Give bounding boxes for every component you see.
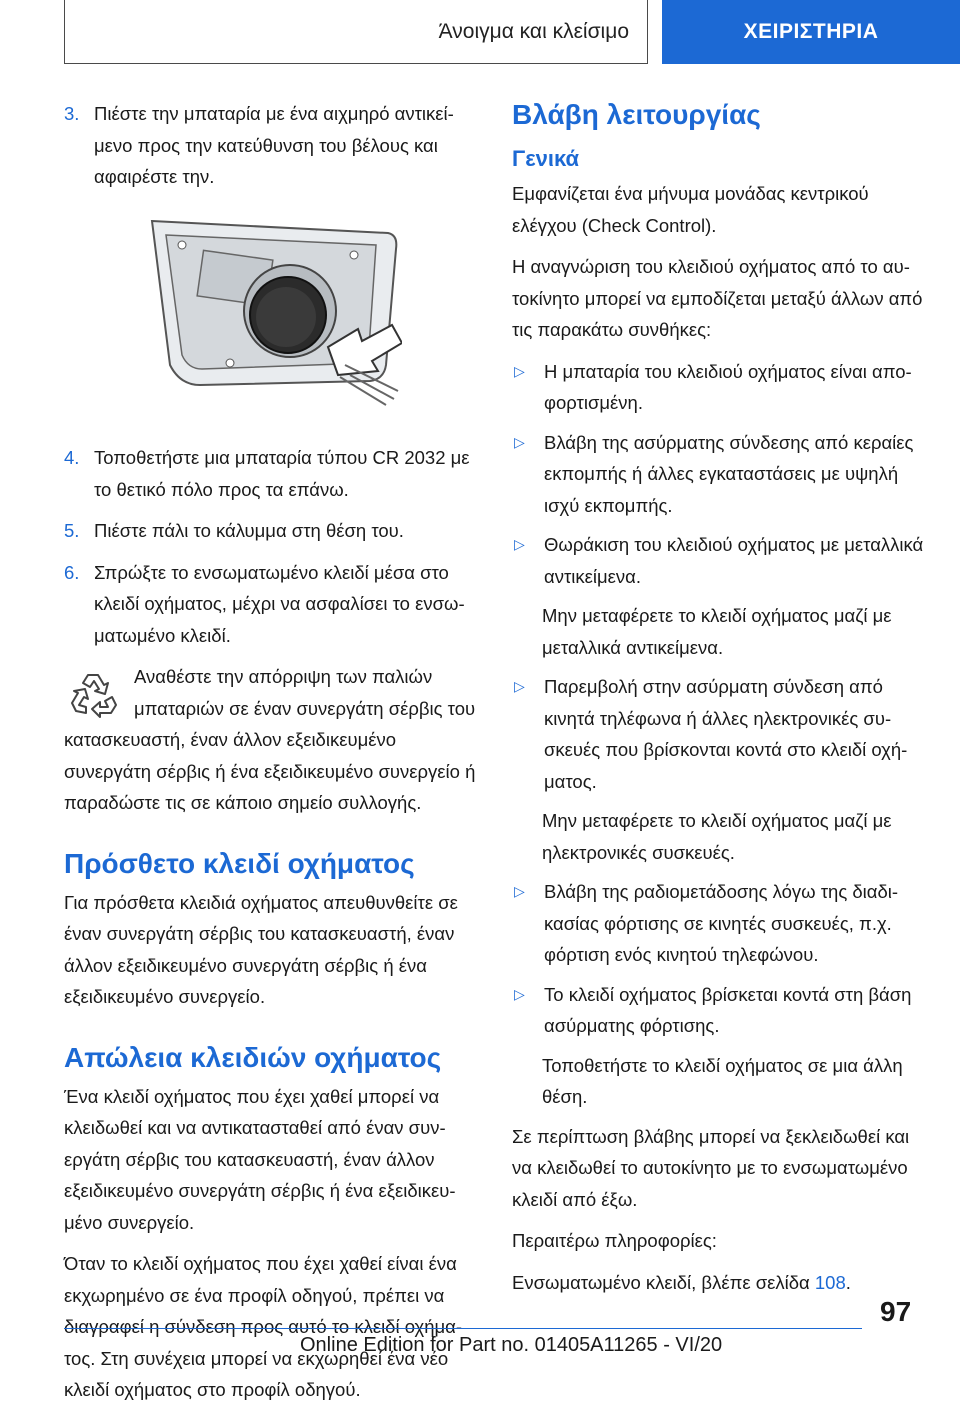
paragraph: Σε περίπτωση βλάβης μπορεί να ξεκλειδωθεί και να κλειδωθεί το αυτοκίνητο με το ενσωματωμένο κλειδί από έξω. bbox=[512, 1125, 910, 1210]
list-item-text: Βλάβη της ραδιομετάδοσης λόγω της διαδικασίας φόρτισης σε κινητές συσκευές, π.χ. φόρτιση ενός κινητού τηλεφώνου. bbox=[544, 881, 899, 965]
section-title: Άνοιγμα και κλείσιμο bbox=[438, 19, 629, 43]
paragraph: Εμφανίζεται ένα μήνυμα μονάδας κεντρικού ελέγχου (Check Control). bbox=[512, 183, 869, 236]
triangle-bullet-icon: ▷ bbox=[514, 678, 525, 694]
step-number: 5. bbox=[64, 520, 80, 541]
step-text: Σπρώξτε το ενσωματωμένο κλειδί μέσα στο κλειδί οχήματος, μέχρι να ασφαλίσει το ενσωματωμένο κλειδί. bbox=[94, 561, 465, 646]
lost-keys-text-1: Ένα κλειδί οχήματος που έχει χαθεί μπορεί να κλειδωθεί και να αντικατασταθεί από έναν συνεργάτη σέρβις του κατασκευαστή, έναν άλλον εξειδικευμένο συνεργάτη σέρβις ή ένα εξειδικευμένο συνεργείο. bbox=[64, 1085, 456, 1233]
general-subheading: Γενικά bbox=[512, 146, 580, 171]
chapter-title: ΧΕΙΡΙΣΤΗΡΙΑ bbox=[743, 20, 879, 43]
step-text: Πιέστε πάλι το κάλυμμα στη θέση του. bbox=[94, 520, 404, 541]
extra-key-text: Για πρόσθετα κλειδιά οχήματος απευθυνθείτε σε έναν συνεργάτη σέρβις του κατασκευαστή, έναν άλλον εξειδικευμένο συνεργάτη σέρβις ή ένα εξειδικευμένο συνεργείο. bbox=[64, 891, 458, 1007]
list-item bbox=[512, 427, 924, 522]
step-number: 4. bbox=[64, 447, 80, 468]
list-item bbox=[512, 876, 924, 971]
step-3 bbox=[64, 98, 476, 193]
step-number: 3. bbox=[64, 103, 80, 124]
paragraph-with-link bbox=[512, 1267, 924, 1299]
recycle-icon bbox=[68, 667, 120, 719]
list-item-note: Μην μεταφέρετε το κλειδί οχήματος μαζί με μεταλλικά αντικείμενα. bbox=[542, 605, 892, 658]
lost-keys-heading: Απώλεια κλειδιών οχήματος bbox=[64, 1041, 442, 1073]
list-item-note: Τοποθετήστε το κλειδί οχήματος σε μια άλλη θέση. bbox=[542, 1054, 903, 1107]
malfunction-heading: Βλάβη λειτουργίας bbox=[512, 99, 761, 130]
step-5 bbox=[64, 515, 476, 547]
step-number: 6. bbox=[64, 561, 80, 583]
list-item-text: Η μπαταρία του κλειδιού οχήματος είναι αποφορτισμένη. bbox=[544, 360, 912, 413]
chapter-tab[interactable] bbox=[662, 0, 960, 64]
page-reference-link[interactable]: 108 bbox=[814, 1271, 846, 1293]
recycling-note bbox=[64, 661, 476, 819]
key-battery-illustration bbox=[140, 215, 402, 415]
list-item-text: Παρεμβολή στην ασύρματη σύνδεση από κινητά τηλέφωνα ή άλλες ηλεκτρονικές συσκευές που βρίσκονται κοντά στο κλειδί οχήματος. bbox=[544, 676, 908, 792]
lost-keys-text-2: Όταν το κλειδί οχήματος που έχει χαθεί είναι ένα εκχωρημένο σε ένα προφίλ οδηγού, πρέπει να διαγραφεί η σύνδεση προς αυτό το κλειδί οχήματος. Στη συνέχεια μπορεί να εκχωρηθεί ένα νέο κλειδί οχήματος στο προφίλ οδηγού. bbox=[64, 1253, 463, 1400]
header-section-title bbox=[64, 0, 648, 64]
step-text: Τοποθετήστε μια μπαταρία τύπου CR 2032 με το θετικό πόλο προς τα επάνω. bbox=[94, 447, 470, 500]
step-text: Πιέστε την μπαταρία με ένα αιχμηρό αντικείμενο προς την κατεύθυνση του βέλους και αφαιρέστε την. bbox=[94, 103, 454, 187]
list-item bbox=[512, 529, 924, 592]
paragraph: Περαιτέρω πληροφορίες: bbox=[512, 1230, 717, 1251]
recycling-text: Αναθέστε την απόρριψη των παλιών μπαταριών σε έναν συνεργάτη σέρβις του κατασκευαστή, έναν άλλον εξειδικευμένο συνεργάτη σέρβις ή ένα εξειδικευμένο συνεργείο ή παραδώστε τις σε κάποιο σημείο συλλογής. bbox=[64, 666, 476, 813]
footer-divider bbox=[64, 1328, 862, 1329]
list-item-text: Βλάβη της ασύρματης σύνδεσης από κεραίες εκπομπής ή άλλες εγκαταστάσεις με υψηλή ισχύ εκπομπής. bbox=[544, 431, 914, 516]
triangle-bullet-icon: ▷ bbox=[514, 883, 525, 899]
page-number: 97 bbox=[880, 1296, 912, 1327]
list-item-text: Το κλειδί οχήματος βρίσκεται κοντά στη βάση ασύρματης φόρτισης. bbox=[544, 983, 912, 1036]
list-item-note: Μην μεταφέρετε το κλειδί οχήματος μαζί με ηλεκτρονικές συσκευές. bbox=[542, 810, 892, 863]
triangle-bullet-icon: ▷ bbox=[514, 433, 525, 450]
step-4 bbox=[64, 442, 476, 505]
list-item bbox=[512, 671, 924, 797]
extra-key-heading: Πρόσθετο κλειδί οχήματος bbox=[64, 847, 415, 879]
right-column bbox=[512, 98, 924, 1308]
list-item bbox=[512, 356, 924, 419]
list-item bbox=[512, 979, 924, 1042]
paragraph: Η αναγνώριση του κλειδιού οχήματος από το αυτοκίνητο μπορεί να εμποδίζεται μεταξύ άλλων από τις παρακάτω συνθήκες: bbox=[512, 256, 923, 340]
reference-text: Ενσωματωμένο κλειδί, βλέπε σελίδα bbox=[512, 1271, 815, 1293]
step-6 bbox=[64, 557, 476, 652]
triangle-bullet-icon: ▷ bbox=[514, 362, 525, 379]
list-item-text: Θωράκιση του κλειδιού οχήματος με μεταλλικά αντικείμενα. bbox=[544, 534, 924, 587]
reference-end: . bbox=[845, 1271, 851, 1293]
triangle-bullet-icon: ▷ bbox=[514, 985, 525, 1002]
triangle-bullet-icon: ▷ bbox=[514, 536, 525, 552]
left-column bbox=[64, 98, 476, 1416]
edition-text: Online Edition for Part no. 01405A11265 - VI/20 bbox=[300, 1334, 723, 1356]
